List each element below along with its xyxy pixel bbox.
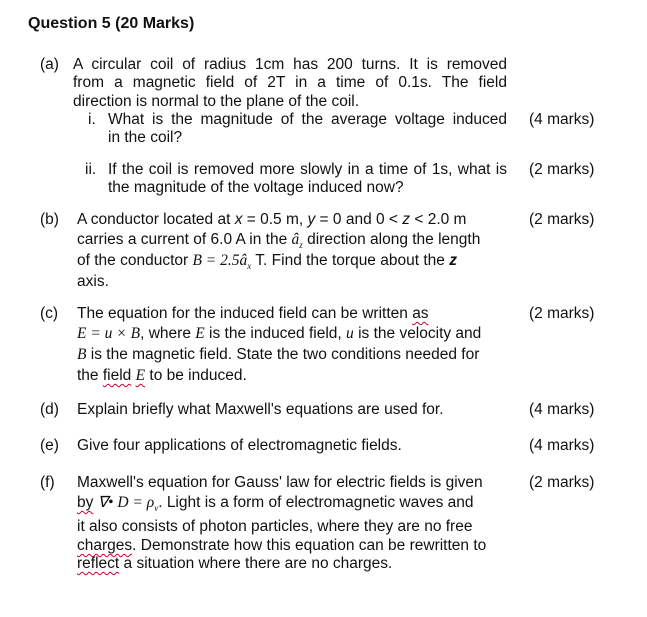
part-f-line-1: Maxwell's equation for Gauss' law for electric fields is given bbox=[77, 474, 483, 491]
part-e-marks: (4 marks) bbox=[529, 437, 595, 454]
part-a-ii-marks: (2 marks) bbox=[529, 161, 595, 178]
part-b-line-3: of the conductor $B = 2.5â_x$ T. Find the torque about the z bbox=[77, 252, 457, 272]
part-c-line-2: E = u × B, where E is the induced field, u is the velocity and bbox=[77, 325, 482, 342]
part-a-ii-line-2: the magnitude of the voltage induced now? bbox=[108, 179, 404, 196]
part-d-label: (d) bbox=[40, 401, 59, 418]
part-b-label: (b) bbox=[40, 211, 59, 228]
part-c-marks: (2 marks) bbox=[529, 305, 595, 322]
part-f-marks: (2 marks) bbox=[529, 474, 595, 491]
part-c-line-1: The equation for the induced field can be written as bbox=[77, 305, 429, 322]
part-b-line-4: axis. bbox=[77, 273, 109, 290]
part-a-i-line-2: in the coil? bbox=[108, 129, 183, 146]
part-a-line-2: from a magnetic field of 2T in a time of 0.1s. The field bbox=[73, 74, 507, 91]
part-b-line-2: carries a current of 6.0 A in the $â_z$ direction along the length bbox=[77, 231, 481, 251]
part-e-text: Give four applications of electromagnetic fields. bbox=[77, 437, 402, 454]
part-f-line-4: charges. Demonstrate how this equation can be rewritten to bbox=[77, 537, 487, 554]
part-f-line-3: it also consists of photon particles, where they are no free bbox=[77, 518, 473, 535]
part-c-label: (c) bbox=[40, 305, 59, 322]
part-a-i-label: i. bbox=[88, 111, 96, 128]
part-b-line-1: A conductor located at x = 0.5 m, y = 0 and 0 < z < 2.0 m bbox=[77, 211, 467, 228]
part-a-i-line-1: What is the magnitude of the average voltage induced bbox=[108, 111, 507, 128]
part-a-i-marks: (4 marks) bbox=[529, 111, 595, 128]
part-a-ii-label: ii. bbox=[85, 161, 97, 178]
part-a-line-3: direction is normal to the plane of the coil. bbox=[73, 93, 360, 110]
part-a-ii-line-1: If the coil is removed more slowly in a time of 1s, what is bbox=[108, 161, 507, 178]
part-f-line-2: by ∇• $D = \rho_v$. Light is a form of electromagnetic waves and bbox=[77, 494, 474, 514]
part-c-line-4: the field E to be induced. bbox=[77, 367, 247, 384]
question-title: Question 5 (20 Marks) bbox=[28, 15, 195, 32]
part-f-label: (f) bbox=[40, 474, 55, 491]
part-d-marks: (4 marks) bbox=[529, 401, 595, 418]
part-b-marks: (2 marks) bbox=[529, 211, 595, 228]
part-a-label: (a) bbox=[40, 56, 59, 73]
part-e-label: (e) bbox=[40, 437, 59, 454]
part-d-text: Explain briefly what Maxwell's equations are used for. bbox=[77, 401, 444, 418]
part-f-line-5: reflect a situation where there are no charges. bbox=[77, 555, 393, 572]
part-a-line-1: A circular coil of radius 1cm has 200 turns. It is removed bbox=[73, 56, 507, 73]
part-c-line-3: B is the magnetic field. State the two conditions needed for bbox=[77, 346, 480, 363]
